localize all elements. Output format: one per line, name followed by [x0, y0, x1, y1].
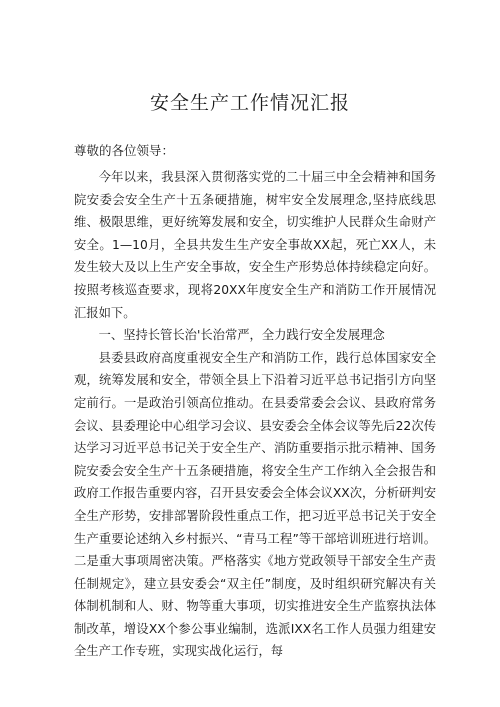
paragraph-section-1: 县委县政府高度重视安全生产和消防工作，践行总体国家安全观，统筹发展和安全，带领全县上下沿着习近平总书记指引方向坚定前行。一是政治引领高位推动。在县委常委会会议、县政府常务会议、县委理论中心组学习会议、县安委会全体会议等先后22次传达学习习近平总书记关于安全生产、消防重要指示批示精神、国务院安委会安全生产十五条硬措施，将安全生产工作纳入全会报告和政府工作报告重要内容，召开县安委会全体会议XX次，分析研判安全生产形势，安排部署阶段性重点工作，把习近平总书记关于安全生产重要论述纳入乡村振兴、“青马工程”等干部培训班进行培训。二是重大事项周密决策。严格落实《地方党政领导干部安全生产责任制规定》，建立县安委会“双主任”制度，及时组织研究解决有关体制机制和人、财、物等重大事项，切实推进安全生产监察执法体制改革，增设XX个参公事业编制，选派IXX名工作人员强力组建安全生产工作专班，实现实战化运行，每 [74, 350, 436, 659]
document-title: 安全生产工作情况汇报 [149, 92, 350, 114]
document-body [74, 166, 436, 663]
salutation: 尊敬的各位领导： [74, 143, 175, 158]
section-heading-1: 一、坚持长管长治'长治常严，全力践行安全发展理念 [98, 328, 385, 343]
paragraph-intro: 今年以来，我县深入贯彻落实党的二十届三中全会精神和国务院安委会安全生产十五条硬措施，树牢安全发展理念,坚持底线思维、极限思维，更好统筹发展和安全，切实维护人民群众生命财产安全。1—10月，全县共发生生产安全事故XX起，死亡XX人，未发生较大及以上生产安全事故，安全生产形势总体持续稳定向好。按照考核巡查要求，现将20XX年度安全生产和消防工作开展情况汇报如下。 [74, 170, 436, 320]
